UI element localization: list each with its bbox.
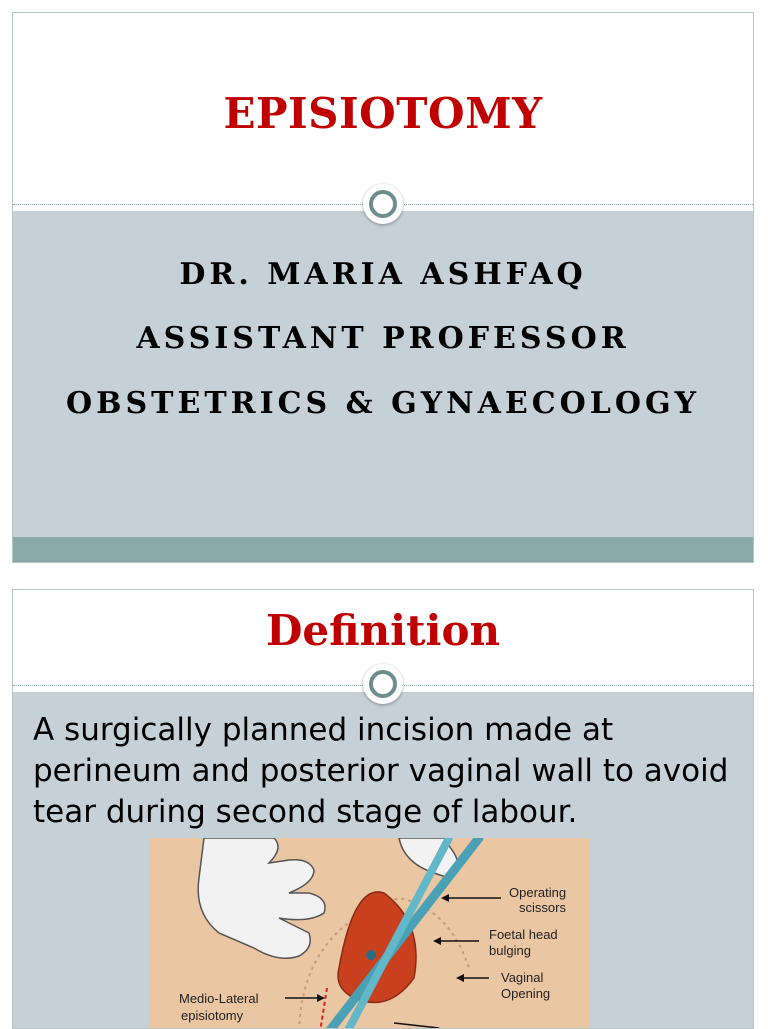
label-foetal-head: Foetal head	[489, 927, 558, 942]
label-operating: Operating	[509, 885, 567, 900]
slide-title	[12, 12, 754, 563]
author-name: DR. MARIA ASHFAQ	[179, 257, 587, 292]
label-episiotomy: episiotomy	[181, 1008, 244, 1023]
episiotomy-illustration	[149, 838, 590, 1029]
definition-text: A surgically planned incision made at perineum and posterior vaginal wall to avoid tear during second stage of labour.	[33, 712, 729, 830]
presentation-title: EPISIOTOMY	[223, 89, 543, 138]
ring-ornament-icon	[363, 184, 403, 224]
title-area	[13, 13, 753, 203]
author-department: OBSTETRICS & GYNAECOLOGY	[65, 386, 701, 421]
label-opening: Opening	[501, 986, 551, 1001]
author-position: ASSISTANT PROFESSOR	[136, 321, 630, 356]
slide-title: Definition	[265, 606, 501, 655]
label-scissors: scissors	[519, 900, 566, 915]
footer-bar	[13, 537, 753, 563]
episiotomy-diagram	[149, 838, 590, 1029]
label-bulging: bulging	[489, 943, 531, 958]
label-vaginal: Vaginal	[501, 970, 544, 985]
label-medio-lateral: Medio-Lateral	[179, 991, 259, 1006]
ring-ornament-icon	[363, 664, 403, 704]
slide-definition	[12, 589, 754, 1029]
